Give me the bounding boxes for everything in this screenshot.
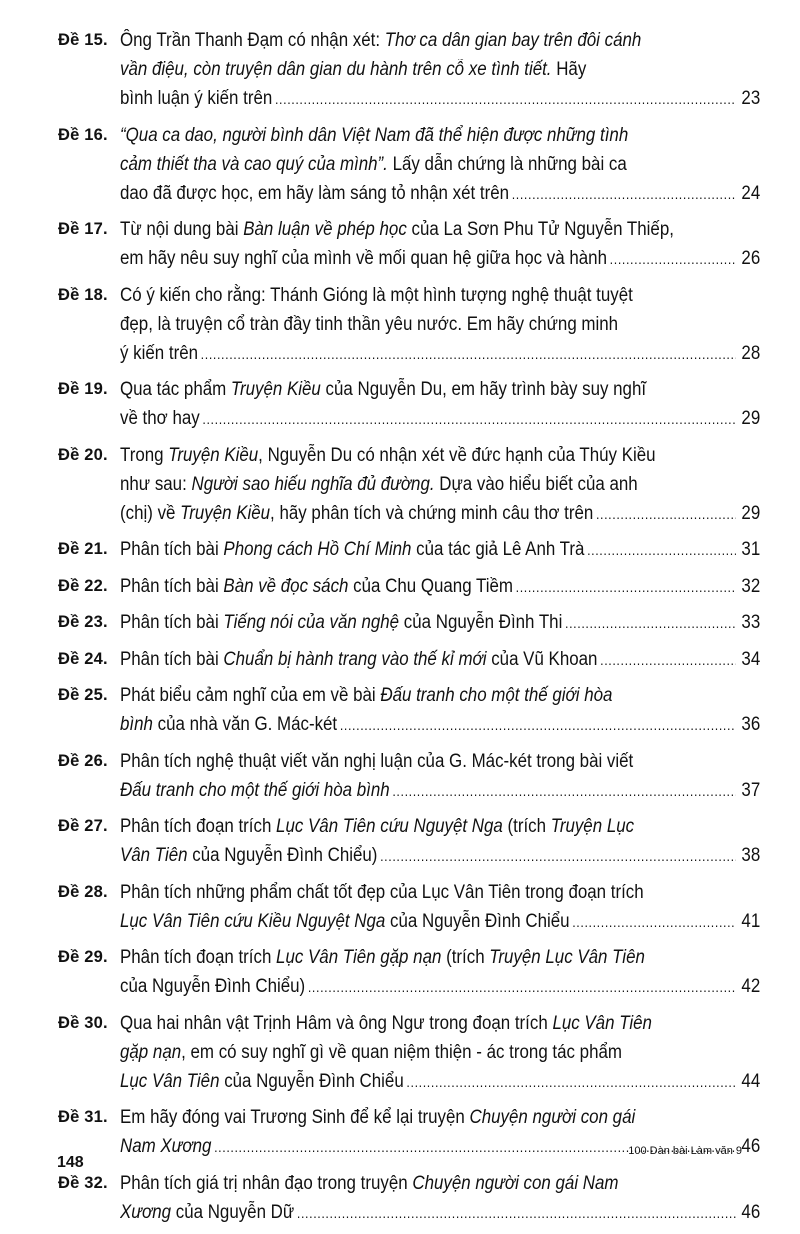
italic-title-text: Truyện Kiều — [168, 444, 259, 466]
text-segment: Phân tích bài — [120, 648, 224, 670]
entry-line — [120, 470, 760, 499]
entry-line — [120, 1067, 760, 1097]
entry-line — [120, 150, 760, 179]
italic-title-text: Lục Vân Tiên cứu Nguyệt Nga — [276, 816, 503, 837]
toc-entry — [58, 572, 760, 602]
dot-leader — [572, 908, 736, 937]
entry-text — [120, 215, 760, 274]
text-segment: Phân tích bài — [120, 539, 224, 560]
toc-entry — [58, 441, 760, 529]
entry-number: Đề 25. — [58, 686, 108, 704]
italic-title-text: Chuyện người con gái Nam — [412, 1172, 619, 1194]
text-segment: Phân tích đoạn trích — [120, 816, 277, 837]
entry-line — [120, 121, 760, 150]
dot-leader — [596, 500, 736, 529]
italic-title-text: Lục Vân Tiên cứu Kiều Nguyệt Nga — [120, 910, 386, 932]
entry-text — [120, 747, 760, 806]
italic-title-text: “Qua ca dao, người bình dân Việt Nam đã thể hiện được những tình — [120, 124, 629, 146]
entry-number: Đề 26. — [58, 751, 108, 770]
entry-line — [120, 404, 760, 434]
entry-text — [120, 608, 760, 638]
entry-line — [120, 499, 760, 529]
entry-line — [120, 535, 760, 565]
text-segment: , hãy phân tích và chứng minh câu thơ trên — [270, 502, 594, 524]
entry-text — [120, 1169, 760, 1228]
entry-number: Đề 21. — [58, 540, 108, 558]
text-segment: của Chu Quang Tiềm — [348, 575, 513, 597]
text-segment: Có ý kiến cho rằng: Thánh Gióng là một hình tượng nghệ thuật tuyệt — [120, 284, 633, 306]
entry-page-number[interactable]: 38 — [741, 845, 761, 866]
entry-page-number[interactable]: 33 — [741, 612, 761, 633]
entry-text — [120, 812, 760, 871]
entry-number: Đề 28. — [58, 882, 108, 901]
toc-entry — [58, 943, 760, 1002]
text-segment: ý kiến trên — [120, 342, 199, 364]
text-segment: của Nguyễn Đình Chiểu — [219, 1070, 404, 1092]
entry-line — [120, 681, 760, 710]
italic-title-text: vần điệu, còn truyện dân gian du hành trên cỗ xe tình tiết. — [120, 59, 552, 80]
dot-leader — [512, 180, 737, 209]
text-segment: Trong — [120, 444, 169, 466]
entry-line — [120, 943, 760, 972]
entry-line — [120, 375, 760, 404]
entry-text — [120, 1009, 760, 1097]
entry-number: Đề 31. — [58, 1108, 108, 1126]
table-of-contents — [58, 26, 760, 1234]
italic-title-text: Chuyện người con gái — [469, 1107, 636, 1128]
text-segment: như sau: — [120, 473, 192, 495]
entry-page-number[interactable]: 29 — [741, 408, 761, 429]
entry-line — [120, 1038, 760, 1067]
dot-leader — [275, 85, 736, 114]
italic-title-text: Đấu tranh cho một thế giới hòa bình — [120, 779, 390, 801]
entry-number: Đề 23. — [58, 613, 108, 631]
running-footer-title: 100 Dàn bài Làm văn 9 — [628, 1145, 742, 1157]
entry-page-number[interactable]: 42 — [741, 976, 761, 997]
page-number: 148 — [57, 1154, 84, 1171]
text-segment: của Nguyễn Du, em hãy trình bày suy nghĩ — [320, 379, 647, 400]
entry-line — [120, 841, 760, 871]
entry-number: Đề 22. — [58, 576, 108, 595]
text-segment: Phân tích những phẩm chất tốt đẹp của Lục Vân Tiên trong đoạn trích — [120, 881, 644, 903]
italic-title-text: gặp nạn — [120, 1041, 182, 1063]
text-segment: (trích — [441, 947, 490, 968]
text-segment: về thơ hay — [120, 408, 200, 429]
text-segment: Ông Trần Thanh Đạm có nhận xét: — [120, 30, 385, 51]
entry-line — [120, 907, 760, 937]
entry-line — [120, 244, 760, 274]
text-segment: của Nguyễn Dữ — [171, 1201, 295, 1223]
entry-line — [120, 972, 760, 1002]
text-segment: Lấy dẫn chứng là những bài ca — [387, 153, 627, 175]
text-segment: Hãy — [551, 59, 587, 80]
text-segment: Phân tích đoạn trích — [120, 947, 277, 968]
toc-entry — [58, 812, 760, 871]
entry-text — [120, 572, 760, 602]
entry-number: Đề 15. — [58, 31, 108, 49]
toc-entry — [58, 1169, 760, 1228]
text-segment: bình luận ý kiến trên — [120, 88, 273, 109]
text-segment: em hãy nêu suy nghĩ của mình về mối quan hệ giữa học và hành — [120, 248, 607, 269]
italic-title-text: Người sao hiếu nghĩa đủ đường. — [191, 473, 435, 495]
entry-page-number[interactable]: 44 — [741, 1070, 761, 1092]
italic-title-text: cảm thiết tha và cao quý của mình”. — [120, 153, 388, 175]
entry-page-number[interactable]: 26 — [741, 248, 761, 269]
entry-line — [120, 608, 760, 638]
text-segment: đẹp, là truyện cổ tràn đầy tinh thần yêu nước. Em hãy chứng minh — [120, 313, 619, 335]
entry-line — [120, 1103, 760, 1132]
entry-page-number[interactable]: 37 — [741, 779, 761, 801]
italic-title-text: Tiếng nói của văn nghệ — [223, 612, 400, 633]
entry-page-number[interactable]: 24 — [741, 182, 761, 204]
dot-leader — [610, 245, 737, 274]
text-segment: của Nguyễn Đình Chiểu) — [187, 845, 378, 866]
entry-line — [120, 55, 760, 84]
italic-title-text: Lục Vân Tiên gặp nạn — [276, 947, 442, 968]
entry-line — [120, 812, 760, 841]
entry-line — [120, 878, 760, 907]
italic-title-text: Lục Vân Tiên — [120, 1070, 220, 1092]
entry-text — [120, 26, 760, 114]
text-segment: của Vũ Khoan — [486, 648, 598, 670]
entry-text — [120, 441, 760, 529]
entry-number: Đề 32. — [58, 1173, 108, 1192]
text-segment: (chị) về — [120, 502, 181, 524]
entry-text — [120, 645, 760, 675]
entry-page-number[interactable]: 36 — [741, 714, 761, 735]
text-segment: Dựa vào hiểu biết của anh — [434, 473, 638, 495]
dot-leader — [406, 1068, 736, 1097]
italic-title-text: bình — [120, 714, 153, 735]
entry-line — [120, 179, 760, 209]
italic-title-text: Truyện Lục — [550, 816, 635, 837]
dot-leader — [565, 609, 736, 638]
entry-page-number[interactable]: 29 — [741, 502, 761, 524]
entry-line — [120, 747, 760, 776]
entry-line — [120, 281, 760, 310]
entry-page-number[interactable]: 46 — [741, 1136, 761, 1157]
entry-text — [120, 878, 760, 937]
entry-line — [120, 84, 760, 114]
italic-title-text: Bàn luận về phép học — [243, 219, 407, 240]
text-segment: của La Sơn Phu Tử Nguyễn Thiếp, — [406, 219, 674, 240]
text-segment: , em có suy nghĩ gì về quan niệm thiện - ác trong tác phẩm — [181, 1041, 622, 1063]
text-segment: Em hãy đóng vai Trương Sinh để kể lại truyện — [120, 1107, 470, 1128]
toc-entry — [58, 215, 760, 274]
text-segment: của Nguyễn Đình Chiểu — [385, 910, 570, 932]
dot-leader — [392, 777, 736, 806]
italic-title-text: Truyện Kiều — [180, 502, 271, 524]
entry-number: Đề 30. — [58, 1013, 108, 1032]
entry-page-number[interactable]: 34 — [741, 648, 761, 670]
italic-title-text: Lục Vân Tiên — [552, 1012, 652, 1034]
text-segment: Phân tích bài — [120, 575, 224, 597]
text-segment: của nhà văn G. Mác-két — [152, 714, 338, 735]
toc-entry — [58, 1009, 760, 1097]
entry-page-number[interactable]: 23 — [741, 88, 761, 109]
entry-number: Đề 18. — [58, 285, 108, 304]
entry-text — [120, 681, 760, 740]
text-segment: Từ nội dung bài — [120, 219, 244, 240]
entry-line — [120, 441, 760, 470]
toc-entry — [58, 121, 760, 209]
dot-leader — [600, 646, 736, 675]
italic-title-text: Nam Xương — [120, 1136, 212, 1157]
text-segment: dao đã được học, em hãy làm sáng tỏ nhận xét trên — [120, 182, 510, 204]
italic-title-text: Chuẩn bị hành trang vào thế kỉ mới — [223, 648, 487, 670]
entry-line — [120, 310, 760, 339]
toc-entry — [58, 375, 760, 434]
dot-leader — [202, 405, 736, 434]
entry-line — [120, 1009, 760, 1038]
italic-title-text: Bàn về đọc sách — [223, 575, 349, 597]
entry-number: Đề 29. — [58, 948, 108, 966]
entry-number: Đề 20. — [58, 445, 108, 464]
toc-entry — [58, 608, 760, 638]
entry-line — [120, 776, 760, 806]
entry-number: Đề 19. — [58, 380, 108, 398]
entry-text — [120, 121, 760, 209]
text-segment: (trích — [502, 816, 551, 837]
italic-title-text: Đấu tranh cho một thế giới hòa — [380, 685, 613, 706]
dot-leader — [516, 573, 737, 602]
entry-line — [120, 645, 760, 675]
entry-line — [120, 572, 760, 602]
entry-text — [120, 281, 760, 369]
text-segment: Phát biểu cảm nghĩ của em về bài — [120, 685, 381, 706]
dot-leader — [380, 842, 736, 871]
entry-line — [120, 1198, 760, 1228]
dot-leader — [201, 340, 737, 369]
toc-entry — [58, 878, 760, 937]
toc-entry — [58, 681, 760, 740]
entry-text — [120, 535, 760, 565]
toc-entry — [58, 535, 760, 565]
text-segment: Phân tích nghệ thuật viết văn nghị luận của G. Mác-két trong bài viết — [120, 750, 634, 772]
entry-line — [120, 710, 760, 740]
entry-number: Đề 27. — [58, 817, 108, 835]
text-segment: , Nguyễn Du có nhận xét về đức hạnh của Thúy Kiều — [258, 444, 656, 466]
toc-entry — [58, 281, 760, 369]
italic-title-text: Xương — [120, 1201, 172, 1223]
dot-leader — [587, 536, 736, 565]
text-segment: của tác giả Lê Anh Trà — [411, 539, 585, 560]
entry-number: Đề 16. — [58, 125, 108, 144]
entry-number: Đề 24. — [58, 649, 108, 668]
italic-title-text: Thơ ca dân gian bay trên đôi cánh — [384, 30, 642, 51]
text-segment: của Nguyễn Đình Chiểu) — [120, 976, 306, 997]
italic-title-text: Phong cách Hồ Chí Minh — [223, 539, 412, 560]
italic-title-text: Truyện Lục Vân Tiên — [489, 947, 645, 968]
text-segment: Phân tích giá trị nhân đạo trong truyện — [120, 1172, 413, 1194]
entry-page-number[interactable]: 41 — [741, 910, 761, 932]
entry-text — [120, 943, 760, 1002]
italic-title-text: Vân Tiên — [120, 845, 188, 866]
entry-page-number[interactable]: 32 — [741, 575, 761, 597]
text-segment: của Nguyễn Đình Thi — [399, 612, 563, 633]
toc-entry — [58, 645, 760, 675]
text-segment: Qua hai nhân vật Trịnh Hâm và ông Ngư trong đoạn trích — [120, 1012, 553, 1034]
entry-text — [120, 375, 760, 434]
dot-leader — [297, 1199, 736, 1228]
toc-entry — [58, 747, 760, 806]
entry-line — [120, 26, 760, 55]
dot-leader — [308, 973, 736, 1002]
dot-leader — [340, 711, 736, 740]
toc-entry — [58, 26, 760, 114]
text-segment: Qua tác phẩm — [120, 379, 231, 400]
entry-line — [120, 215, 760, 244]
entry-number: Đề 17. — [58, 220, 108, 238]
entry-page-number[interactable]: 46 — [741, 1201, 761, 1223]
entry-line — [120, 1169, 760, 1198]
text-segment: Phân tích bài — [120, 612, 224, 633]
entry-page-number[interactable]: 28 — [741, 342, 761, 364]
entry-line — [120, 339, 760, 369]
entry-page-number[interactable]: 31 — [741, 539, 761, 560]
italic-title-text: Truyện Kiều — [230, 379, 321, 400]
